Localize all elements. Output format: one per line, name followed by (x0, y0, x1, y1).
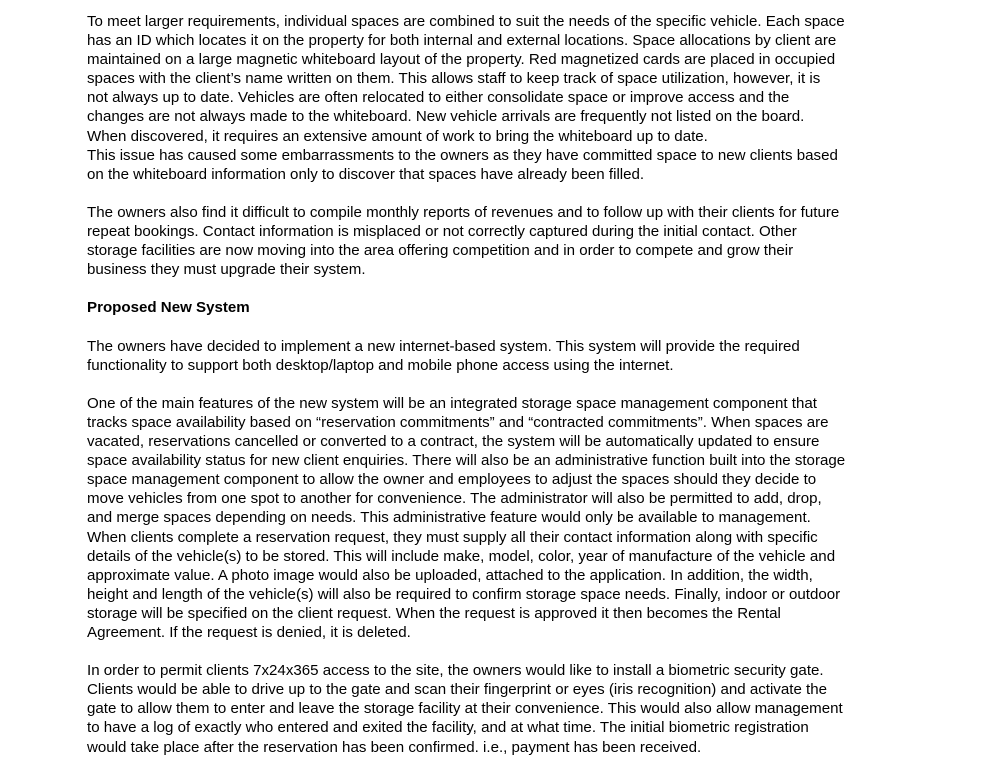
paragraph-monthly-reports: The owners also find it difficult to compile monthly reports of revenues and to follow up with their clients for future repeat bookings. Contact information is misplaced or not correctly captured during the initial contact. Other storage facilities are now moving into the area offering competition and in order to compete and grow their business they must upgrade their system. (87, 203, 840, 279)
paragraph-internet-system: The owners have decided to implement a new internet-based system. This system will provide the required functionality to support both desktop/laptop and mobile phone access using the internet. (87, 337, 800, 374)
paragraph-spacer (87, 642, 937, 661)
paragraph-embarrassments: This issue has caused some embarrassments to the owners as they have committed space to new clients based on the whiteboard information only to discover that spaces have already been filled. (87, 146, 838, 183)
paragraph-spacer (87, 184, 937, 203)
paragraph-biometric-gate: In order to permit clients 7x24x365 access to the site, the owners would like to install a biometric security gate. Clients would be able to drive up to the gate and scan their fingerprint or eyes (iris recognition) and activate the gate to allow them to enter and leave the storage facility at their convenience. This would also allow management to have a log of exactly who entered and exited the facility, and at what time. The initial biometric registration would take place after the reservation has been confirmed. i.e., payment has been received. (87, 662, 843, 756)
paragraph-spacer (87, 318, 937, 337)
section-heading: Proposed New System (87, 299, 250, 317)
paragraph-space-allocation: To meet larger requirements, individual spaces are combined to suit the needs of the specific vehicle. Each space has an ID which locates it on the property for both internal and external locations. Space allocations by client are maintained on a large magnetic whiteboard layout of the property. Red magnetized cards are placed in occupied spaces with the client’s name written on them. This allows staff to keep track of space utilization, however, it is not always up to date. Vehicles are often relocated to either consolidate space or improve access and the changes are not always made to the whiteboard. New vehicle arrivals are frequently not listed on the board. When discovered, it requires an extensive amount of work to bring the whiteboard up to date. (87, 13, 845, 145)
paragraph-space-management: One of the main features of the new system will be an integrated storage space management component that tracks space availability based on “reservation commitments” and “contracted commitments”. When spaces are vacated, reservations cancelled or converted to a contract, the system will be automatically updated to ensure space availability status for new client enquiries. There will also be an administrative function built into the storage space management component to allow the owner and employees to adjust the spaces should they decide to move vehicles from one spot to another for convenience. The administrator will also be permitted to add, drop, and merge spaces depending on needs. This administrative feature would only be available to management. When clients complete a reservation request, they must supply all their contact information along with specific details of the vehicle(s) to be stored. This will include make, model, color, year of manufacture of the vehicle and approximate value. A photo image would also be uploaded, attached to the application. In addition, the width, height and length of the vehicle(s) will also be required to confirm storage space needs. Finally, indoor or outdoor storage will be specified on the client request. When the request is approved it then becomes the Rental Agreement. If the request is denied, it is deleted. (87, 394, 846, 641)
document-body (87, 12, 937, 757)
paragraph-spacer (87, 375, 937, 394)
paragraph-spacer (87, 279, 937, 298)
